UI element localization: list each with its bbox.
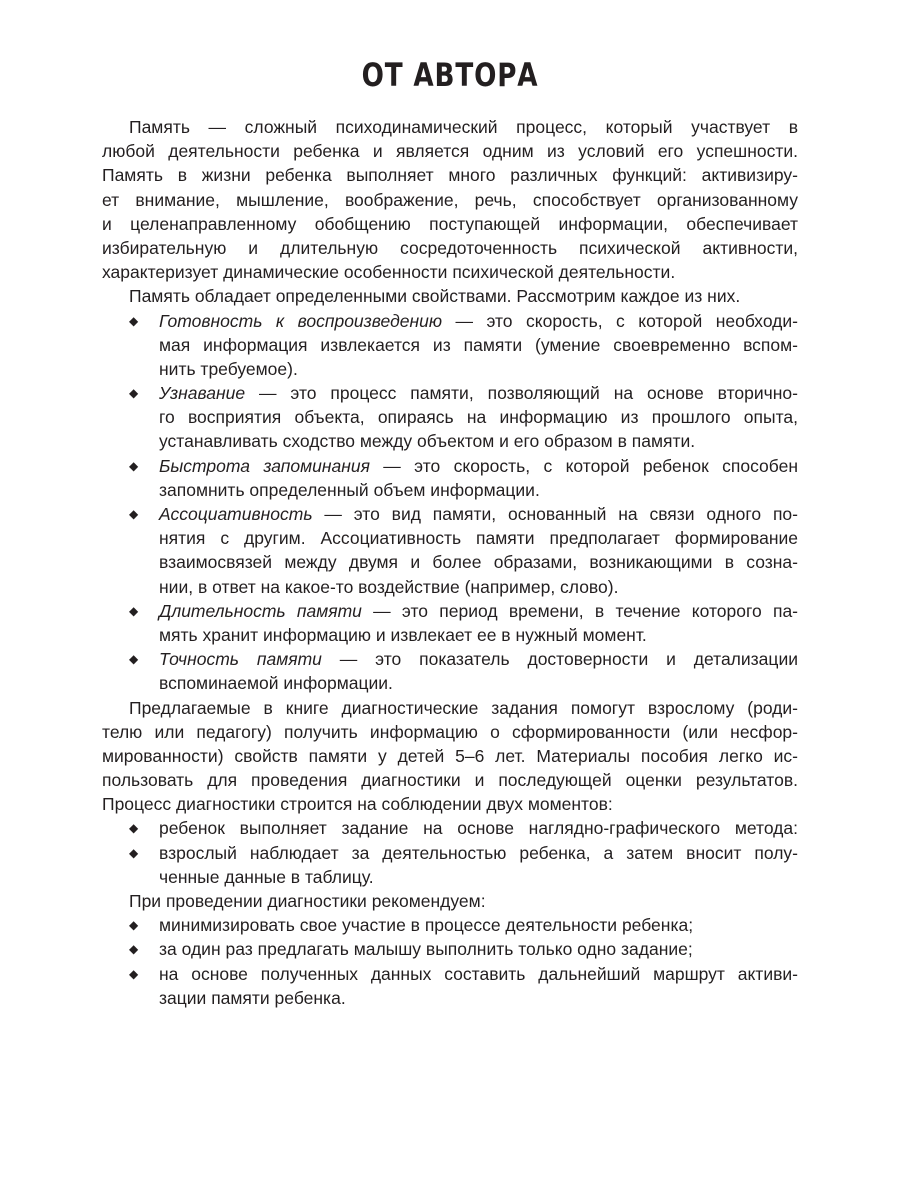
list-item (102, 962, 798, 1010)
list-item (102, 381, 798, 454)
text-line: зации памяти ребенка. (159, 987, 346, 1008)
bullet-icon: ◆ (129, 458, 139, 473)
bullet-icon: ◆ (129, 603, 139, 618)
list-item (102, 937, 798, 961)
bullet-icon: ◆ (129, 918, 139, 933)
recommend-intro: При проведении диагностики рекомендуем: (129, 891, 486, 911)
property-term: Быстрота запоминания (159, 455, 370, 476)
text-line: Память — сложный психодинамический процесс, который участвует в (129, 117, 798, 137)
list-item (102, 841, 798, 889)
property-term: Ассоциативность (159, 504, 313, 524)
properties-list (102, 309, 798, 696)
list-item (102, 647, 798, 695)
text-line: Готовность к воспроизведению — это скорость, с которой необходи- (159, 310, 798, 331)
text-line: минимизировать свое участие в процессе деятельности ребенка; (159, 915, 694, 936)
recommend-list (102, 913, 798, 1010)
list-item (102, 816, 798, 840)
text-line: нить требуемое). (159, 358, 298, 379)
text-line: нятия с другим. Ассоциативность памяти предполагает формирование (159, 528, 798, 549)
bullet-icon: ◆ (129, 966, 139, 981)
list-item (102, 599, 798, 647)
text-line: Ассоциативность — это вид памяти, основанный на связи одного по- (159, 504, 798, 524)
text-line: Длительность памяти — это период времени, в течение которого па- (159, 600, 799, 621)
text-line: ет внимание, мышление, воображение, речь, способствует организованному (102, 189, 798, 210)
list-item (102, 309, 798, 382)
property-term: Готовность к воспроизведению (159, 310, 443, 331)
text-line: нии, в ответ на какое-то воздействие (например, слово). (159, 576, 619, 597)
text-line: мять хранит информацию и извлекает ее в нужный момент. (159, 624, 647, 645)
text-line: Память в жизни ребенка выполняет много различных функций: активизиру- (102, 165, 798, 186)
property-term: Узнавание (159, 383, 246, 404)
text-line: телю или педагогу) получить информацию о сформированности (или несфор- (102, 721, 798, 742)
text-line: взрослый наблюдает за деятельностью ребенка, а затем вносит полу- (159, 842, 798, 863)
text-line: запомнить определенный объем информации. (159, 479, 540, 500)
list-item (102, 913, 798, 937)
text-line: устанавливать сходство между объектом и его образом в памяти. (159, 431, 696, 452)
list-item (102, 454, 798, 502)
intro-paragraph (102, 115, 798, 284)
bullet-icon: ◆ (129, 313, 139, 328)
text-line: характеризует динамические особенности психической деятельности. (102, 262, 676, 283)
text-line: ченные данные в таблицу. (159, 866, 374, 887)
text-line: Предлагаемые в книге диагностические задания помогут взрослому (роди- (129, 697, 798, 718)
text-line: Узнавание — это процесс памяти, позволяющий на основе вторично- (159, 383, 798, 404)
text-line: на основе полученных данных составить дальнейший маршрут активи- (159, 963, 798, 984)
text-line: Точность памяти — это показатель достоверности и детализации (159, 649, 798, 670)
text-line: Быстрота запоминания — это скорость, с которой ребенок способен (159, 455, 798, 476)
properties-intro: Память обладает определенными свойствами. Рассмотрим каждое из них. (129, 286, 741, 307)
text-line: мая информация извлекается из памяти (умение своевременно вспом- (159, 334, 798, 355)
text-line: го восприятия объекта, опираясь на информацию из прошлого опыта, (159, 407, 798, 428)
text-line: мированности) свойств памяти у детей 5–6 лет. Материалы пособия легко ис- (102, 745, 798, 766)
text-line: и целенаправленному обобщению поступающей информации, обеспечивает (102, 213, 798, 234)
bullet-icon: ◆ (129, 845, 139, 860)
property-term: Длительность памяти (159, 600, 362, 621)
text-line: за один раз предлагать малышу выполнить только одно задание; (159, 939, 693, 960)
text-line: ребенок выполняет задание на основе наглядно-графического метода: (159, 818, 798, 839)
page-body (102, 115, 798, 1010)
text-line: Процесс диагностики строится на соблюдении двух моментов: (102, 794, 613, 815)
book-paragraph (102, 696, 798, 817)
text-line: пользовать для проведения диагностики и последующей оценки результатов. (102, 770, 798, 791)
text-line: вспоминаемой информации. (159, 673, 393, 694)
bullet-icon: ◆ (129, 652, 139, 667)
list-item (102, 502, 798, 599)
property-term: Точность памяти (159, 649, 322, 670)
text-line: взаимосвязей между двумя и более образами, возникающими в созна- (159, 552, 798, 573)
page-title: ОТ АВТОРА (361, 56, 539, 94)
bullet-icon: ◆ (129, 942, 139, 957)
process-list (102, 816, 798, 889)
bullet-icon: ◆ (129, 507, 139, 521)
text-line: избирательную и длительную сосредоточенность психической активности, (102, 237, 798, 258)
bullet-icon: ◆ (129, 821, 139, 836)
bullet-icon: ◆ (129, 386, 139, 401)
text-line: любой деятельности ребенка и является одним из условий его успешности. (102, 141, 798, 162)
